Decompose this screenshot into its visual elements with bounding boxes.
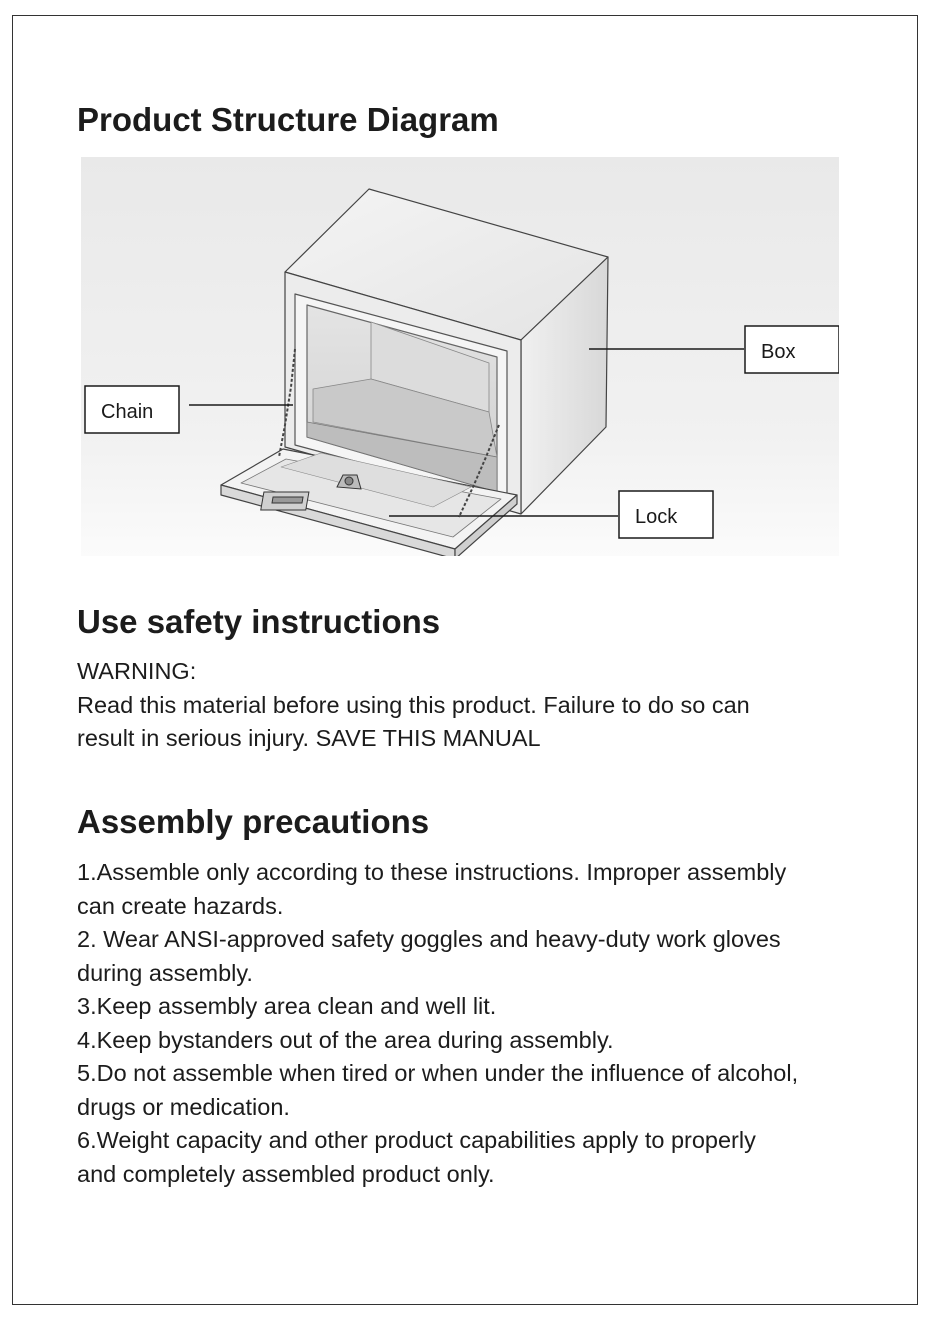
section-heading-assembly: Assembly precautions: [77, 803, 430, 840]
box-label: Box: [761, 341, 796, 363]
section-heading-structure: Product Structure Diagram: [77, 101, 499, 138]
safety-line: Read this material before using this product. Failure to do so can: [77, 691, 750, 718]
toolbox-illustration: [81, 157, 839, 556]
safety-instructions: [77, 655, 750, 756]
precaution-line: and completely assembled product only.: [77, 1160, 495, 1187]
chain-label: Chain: [101, 401, 154, 423]
precaution-line: 5.Do not assemble when tired or when under the influence of alcohol,: [77, 1060, 799, 1086]
precaution-line: 4.Keep bystanders out of the area during assembly.: [77, 1026, 614, 1053]
precaution-line: can create hazards.: [77, 892, 284, 919]
precaution-line: during assembly.: [77, 959, 253, 986]
product-structure-diagram: [81, 157, 839, 556]
box-callout: [745, 326, 839, 373]
lock-callout: [619, 491, 713, 538]
precaution-line: 1.Assemble only according to these instructions. Improper assembly: [77, 859, 787, 885]
chain-callout: [85, 386, 179, 433]
safety-line: result in serious injury. SAVE THIS MANUAL: [77, 725, 541, 751]
warning-label: WARNING:: [77, 658, 197, 684]
assembly-precautions-list: [77, 856, 798, 1191]
precaution-line: drugs or medication.: [77, 1093, 290, 1120]
lock-label: Lock: [635, 506, 678, 528]
section-heading-safety: Use safety instructions: [77, 603, 441, 640]
precaution-line: 3.Keep assembly area clean and well lit.: [77, 993, 497, 1019]
precaution-line: 2. Wear ANSI-approved safety goggles and heavy-duty work gloves: [77, 926, 781, 952]
precaution-line: 6.Weight capacity and other product capabilities apply to properly: [77, 1127, 756, 1153]
